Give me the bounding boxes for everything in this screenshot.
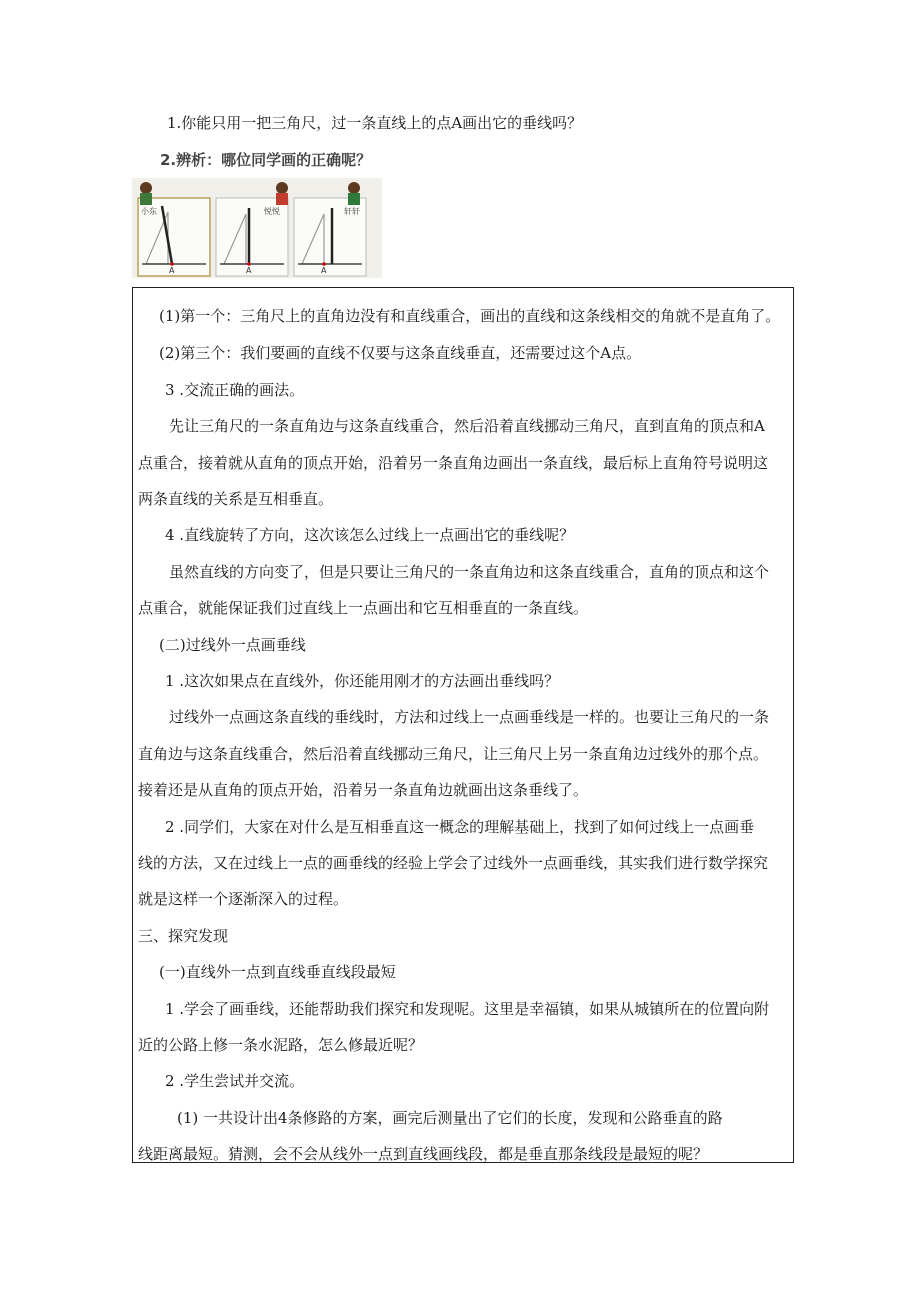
student-3-head [348, 182, 360, 194]
section-heading: 三、探究发现 [138, 927, 229, 945]
content-line-16: 线的方法，又在过线上一点的画垂线的经验上学会了过线外一点画垂线，其实我们进行数学探究 [138, 854, 769, 872]
content-line-15: 2 .同学们，大家在对什么是互相垂直这一概念的理解基础上，找到了如何过线上一点画垂 [165, 818, 755, 836]
content-line-24: 线距离最短。猜测，会不会从线外一点到直线画线段，都是垂直那条线段是最短的呢？ [138, 1145, 709, 1163]
content-line-05: 点重合，接着就从直角的顶点开始，沿着另一条直角边画出一条直线，最后标上直角符号说明这 [138, 454, 769, 472]
content-line-11: 1 .这次如果点在直线外，你还能用刚才的方法画出垂线吗？ [165, 672, 560, 690]
student-1-head [140, 182, 152, 194]
student-3-body [348, 193, 360, 205]
content-line-21: 近的公路上修一条水泥路，怎么修最近呢？ [138, 1036, 424, 1054]
content-line-02: (2)第三个：我们要画的直线不仅要与这条直线垂直，还需要过这个A点。 [159, 344, 642, 362]
panel-3-point-label: A [321, 266, 327, 275]
content-line-06: 两条直线的关系是互相垂直。 [138, 490, 334, 508]
triangle-ruler-figure [132, 178, 382, 278]
student-2-body [276, 193, 288, 205]
content-line-09: 点重合，就能保证我们过直线上一点画出和它互相垂直的一条直线。 [138, 599, 589, 617]
content-line-23: (1) 一共设计出4条修路的方案，画完后测量出了它们的长度，发现和公路垂直的路 [177, 1109, 723, 1127]
student-3-name: 轩轩 [344, 207, 360, 216]
content-line-01: (1)第一个：三角尺上的直角边没有和直线重合，画出的直线和这条线相交的角就不是直角了。 [159, 307, 781, 325]
content-line-12: 过线外一点画这条直线的垂线时，方法和过线上一点画垂线是一样的。也要让三角尺的一条 [169, 708, 770, 726]
content-line-20: 1 .学会了画垂线，还能帮助我们探究和发现呢。这里是幸福镇，如果从城镇所在的位置向附 [165, 1000, 770, 1018]
student-1-name: 小东 [141, 207, 157, 216]
content-line-07: 4 .直线旋转了方向，这次该怎么过线上一点画出它的垂线呢？ [165, 526, 575, 544]
student-2-head [276, 182, 288, 194]
panel-2-point-label: A [246, 266, 252, 275]
content-line-22: 2 .学生尝试并交流。 [165, 1072, 305, 1090]
panel-1-point-label: A [169, 266, 175, 275]
content-line-03: 3 .交流正确的画法。 [165, 381, 305, 399]
content-line-10: (二)过线外一点画垂线 [159, 636, 306, 654]
student-2-name: 悦悦 [264, 207, 280, 216]
content-line-08: 虽然直线的方向变了，但是只要让三角尺的一条直角边和这条直线重合，直角的顶点和这个 [169, 563, 770, 581]
student-1-body [140, 193, 152, 205]
content-line-19: (一)直线外一点到直线垂直线段最短 [159, 963, 396, 981]
question-2: 2.辨析：哪位同学画的正确呢？ [160, 151, 372, 169]
content-line-04: 先让三角尺的一条直角边与这条直线重合，然后沿着直线挪动三角尺，直到直角的顶点和A [169, 417, 765, 435]
question-1: 1.你能只用一把三角尺，过一条直线上的点A画出它的垂线吗？ [167, 114, 583, 132]
content-line-17: 就是这样一个逐渐深入的过程。 [138, 890, 349, 908]
content-line-13: 直角边与这条直线重合，然后沿着直线挪动三角尺，让三角尺上另一条直角边过线外的那个点。 [138, 745, 769, 763]
content-line-14: 接着还是从直角的顶点开始，沿着另一条直角边就画出这条垂线了。 [138, 781, 589, 799]
